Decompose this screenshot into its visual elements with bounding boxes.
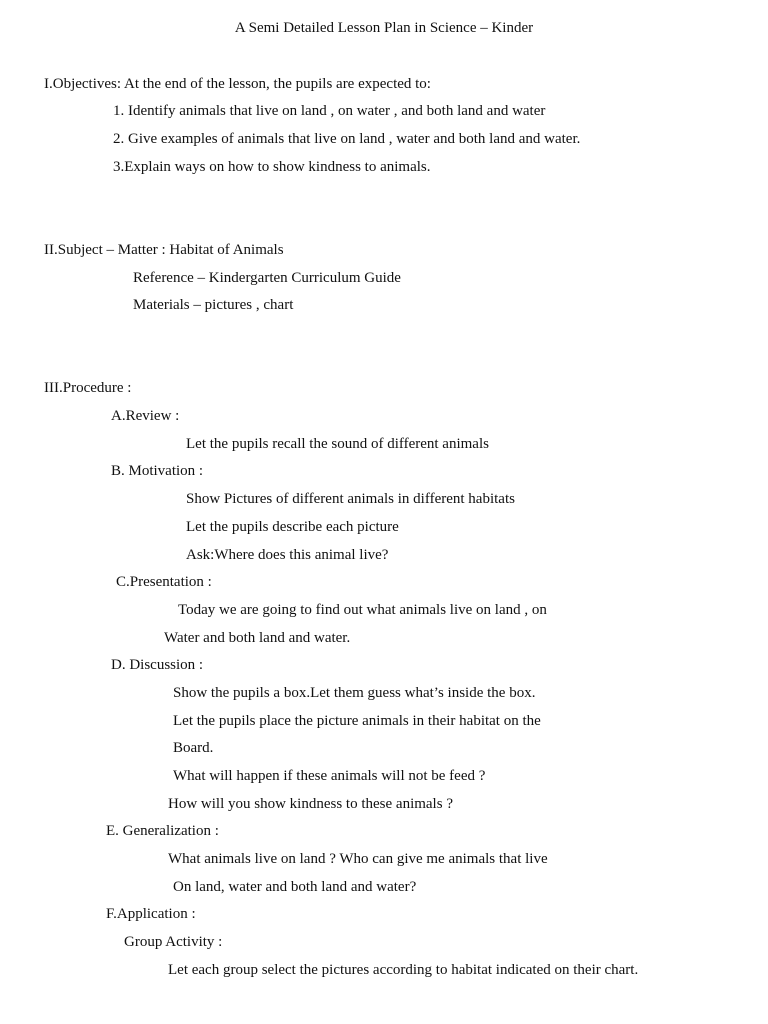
motivation-line: Ask:Where does this animal live? (186, 547, 389, 563)
review-line: Let the pupils recall the sound of different animals (186, 436, 489, 452)
presentation-line: Today we are going to find out what animals live on land , on (178, 602, 547, 618)
discussion-line: Board. (173, 740, 214, 756)
application-line: Let each group select the pictures according to habitat indicated on their chart. (168, 962, 639, 978)
materials-line: Materials – pictures , chart (133, 297, 294, 313)
presentation-label: C.Presentation : (116, 574, 212, 590)
objective-item: 1. Identify animals that live on land , on water , and both land and water (113, 103, 546, 119)
group-activity-label: Group Activity : (124, 934, 223, 950)
page-title: A Semi Detailed Lesson Plan in Science – Kinder (234, 20, 534, 36)
discussion-line: Let the pupils place the picture animals in their habitat on the (173, 713, 541, 729)
objectives-heading: I.Objectives: At the end of the lesson, the pupils are expected to: (44, 76, 431, 92)
objective-item: 3.Explain ways on how to show kindness to animals. (113, 159, 431, 175)
reference-line: Reference – Kindergarten Curriculum Guide (133, 270, 401, 286)
review-label: A.Review : (111, 408, 180, 424)
discussion-label: D. Discussion : (111, 657, 204, 673)
discussion-line: Show the pupils a box.Let them guess what’s inside the box. (173, 685, 536, 701)
presentation-line: Water and both land and water. (164, 630, 351, 646)
procedure-heading: III.Procedure : (44, 380, 132, 396)
generalization-line: On land, water and both land and water? (173, 879, 417, 895)
discussion-line: What will happen if these animals will not be feed ? (173, 768, 486, 784)
objective-item: 2. Give examples of animals that live on land , water and both land and water. (113, 131, 581, 147)
motivation-line: Show Pictures of different animals in different habitats (186, 491, 515, 507)
application-label: F.Application : (106, 906, 196, 922)
discussion-line: How will you show kindness to these animals ? (168, 796, 453, 812)
motivation-line: Let the pupils describe each picture (186, 519, 399, 535)
generalization-label: E. Generalization : (106, 823, 219, 839)
subject-matter-heading: II.Subject – Matter : Habitat of Animals (44, 242, 284, 258)
generalization-line: What animals live on land ? Who can give me animals that live (168, 851, 548, 867)
motivation-label: B. Motivation : (111, 463, 204, 479)
